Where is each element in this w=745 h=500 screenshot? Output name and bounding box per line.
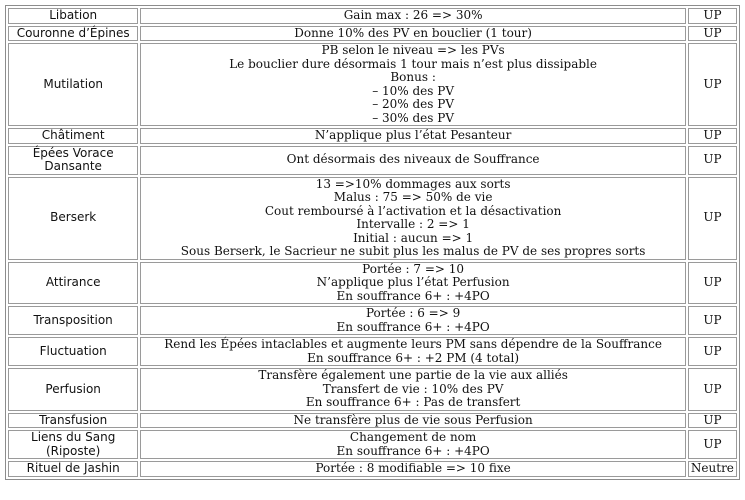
change-description-line: – 10% des PV	[372, 83, 454, 98]
change-description-cell	[140, 43, 686, 126]
change-description-line: Ne transfère plus de vie sous Perfusion	[293, 412, 533, 427]
change-description-line: Le bouclier dure désormais 1 tour mais n’est plus dissipable	[229, 56, 597, 71]
change-description-line: En souffrance 6+ : +2 PM (4 total)	[307, 350, 520, 365]
table-row	[8, 26, 737, 42]
spell-name-cell: Liens du Sang (Riposte)	[8, 430, 138, 459]
change-description-line: Portée : 8 modifiable => 10 fixe	[315, 461, 511, 475]
change-status-cell: Neutre	[688, 461, 737, 477]
change-description-line: Transfert de vie : 10% des PV	[322, 381, 504, 396]
table-row	[8, 337, 737, 366]
change-description-line: Bonus :	[390, 70, 436, 84]
change-description-line: Portée : 6 => 9	[365, 306, 461, 320]
change-description-cell	[140, 368, 686, 411]
change-status-cell: UP	[688, 43, 737, 126]
change-description-line: Intervalle : 2 => 1	[356, 217, 470, 231]
change-description-line: Changement de nom	[349, 430, 477, 444]
table-body	[8, 8, 737, 477]
table-row	[8, 146, 737, 175]
change-description-line: Sous Berserk, le Sacrieur ne subit plus les malus de PV de ses propres sorts	[180, 244, 646, 258]
table-row	[8, 306, 737, 335]
change-description-line: Ont désormais des niveaux de Souffrance	[286, 152, 540, 167]
table-row	[8, 128, 737, 144]
change-description-line: En souffrance 6+ : +4PO	[336, 319, 490, 334]
table-row	[8, 177, 737, 260]
change-description-line: – 20% des PV	[372, 97, 454, 111]
change-status-cell: UP	[688, 146, 737, 175]
change-description-cell	[140, 146, 686, 175]
change-description-cell	[140, 337, 686, 366]
change-description-line: Malus : 75 => 50% de vie	[333, 190, 493, 204]
change-description-line: Transfère également une partie de la vie aux alliés	[258, 368, 568, 382]
change-status-cell: UP	[688, 306, 737, 335]
change-description-line: PB selon le niveau => les PVs	[321, 43, 505, 57]
change-description-line: N’applique plus l’état Perfusion	[316, 275, 510, 289]
change-description-line: En souffrance 6+ : +4PO	[336, 288, 490, 303]
spell-name-cell: Attirance	[8, 262, 138, 305]
change-description-line: Portée : 7 => 10	[362, 261, 465, 276]
change-description-line: Donne 10% des PV en bouclier (1 tour)	[294, 25, 532, 40]
table-row	[8, 368, 737, 411]
change-description-line: En souffrance 6+ : +4PO	[336, 443, 490, 458]
change-description-line: 13 =>10% dommages aux sorts	[315, 176, 511, 191]
change-status-cell: UP	[688, 128, 737, 144]
change-status-cell: UP	[688, 26, 737, 42]
change-description-cell	[140, 262, 686, 305]
change-status-cell: UP	[688, 413, 737, 429]
change-description-cell	[140, 128, 686, 144]
spell-name-cell: Châtiment	[8, 128, 138, 144]
change-description-cell	[140, 306, 686, 335]
spell-name-cell: Épées Vorace Dansante	[8, 146, 138, 175]
change-status-cell: UP	[688, 8, 737, 24]
change-description-cell	[140, 26, 686, 42]
change-description-cell	[140, 430, 686, 459]
change-description-cell	[140, 413, 686, 429]
change-description-line: En souffrance 6+ : Pas de transfert	[305, 395, 521, 409]
spell-name-cell: Couronne d’Épines	[8, 26, 138, 42]
table-row	[8, 461, 737, 477]
change-status-cell: UP	[688, 368, 737, 411]
change-status-cell: UP	[688, 337, 737, 366]
spell-name-cell: Libation	[8, 8, 138, 24]
table-row	[8, 430, 737, 459]
spell-name-cell: Mutilation	[8, 43, 138, 126]
spell-name-cell: Transposition	[8, 306, 138, 335]
change-status-cell: UP	[688, 430, 737, 459]
change-description-cell	[140, 177, 686, 260]
change-description-cell	[140, 461, 686, 477]
spell-name-cell: Perfusion	[8, 368, 138, 411]
spell-name-cell: Fluctuation	[8, 337, 138, 366]
change-description-line: N’applique plus l’état Pesanteur	[314, 128, 512, 142]
change-status-cell: UP	[688, 262, 737, 305]
spell-changes-table-container	[5, 5, 740, 480]
change-status-cell: UP	[688, 177, 737, 260]
table-row	[8, 413, 737, 429]
spell-name-cell: Berserk	[8, 177, 138, 260]
change-description-line: Initial : aucun => 1	[353, 230, 474, 245]
table-row	[8, 43, 737, 126]
table-row	[8, 8, 737, 24]
spell-name-cell: Transfusion	[8, 413, 138, 429]
change-description-cell	[140, 8, 686, 24]
spell-name-cell: Rituel de Jashin	[8, 461, 138, 477]
change-description-line: – 30% des PV	[372, 110, 454, 125]
table-row	[8, 262, 737, 305]
spell-changes-table	[5, 5, 740, 480]
change-description-line: Rend les Épées intaclables et augmente leurs PM sans dépendre de la Souffrance	[164, 337, 662, 351]
change-description-line: Gain max : 26 => 30%	[343, 8, 483, 22]
change-description-line: Cout remboursé à l’activation et la désactivation	[264, 203, 562, 218]
